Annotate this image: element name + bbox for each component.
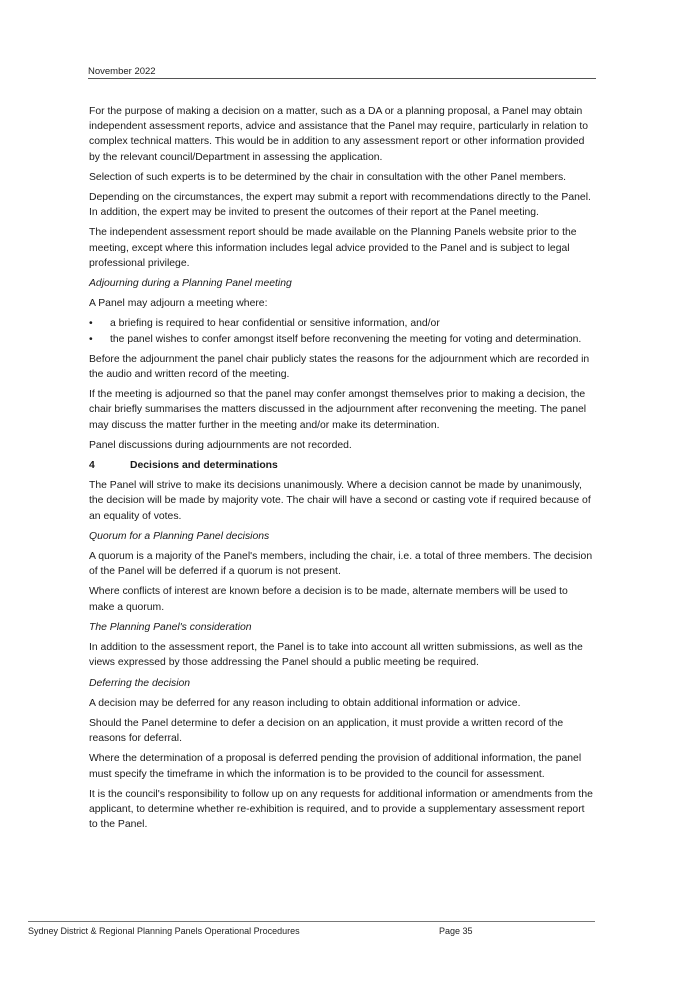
paragraph-expert-report: Depending on the circumstances, the expert may submit a report with recommendations directly to the Panel. In addition, the expert may be invited to present the outcomes of their report at the Panel meeting. [89,192,591,219]
list-item-text: the panel wishes to confer amongst itself before reconvening the meeting for voting and determination. [110,333,582,345]
section-number: 4 [89,460,95,472]
subheading-adjourning: Adjourning during a Planning Panel meeting [89,278,292,290]
bullet-icon: • [89,333,93,345]
header-divider [88,78,596,79]
paragraph-adjourn-reasons: Before the adjournment the panel chair publicly states the reasons for the adjournment which are recorded in the audio and written record of the meeting. [89,353,590,381]
section-heading-decisions [89,458,595,473]
paragraph-unanimous: The Panel will strive to make its decisions unanimously. Where a decision cannot be made by unanimously, the decision will be made by majority vote. The chair will have a second or casting vote if required because of an equality of votes. [89,480,591,522]
footer-page-number: Page 35 [439,926,473,936]
document-body [89,104,595,837]
section-title: Decisions and determinations [130,460,278,472]
paragraph-council-responsibility: It is the council's responsibility to follow up on any requests for additional information or amendments from the applicant, to determine whether re-exhibition is required, and to provide a supplementary assessment report to the Panel. [89,788,593,831]
subheading-consideration: The Planning Panel's consideration [89,621,252,633]
paragraph-defer-timeframe: Where the determination of a proposal is deferred pending the provision of additional information, the panel must specify the timeframe in which the information is to be provided to the council for assessment. [89,753,582,780]
paragraph-consideration: In addition to the assessment report, the Panel is to take into account all written submissions, as well as the views expressed by those addressing the Panel should a public meeting be required. [89,642,583,669]
paragraph-not-recorded: Panel discussions during adjournments are not recorded. [89,439,352,451]
paragraph-defer-record: Should the Panel determine to defer a decision on an application, it must provide a written record of the reasons for deferral. [89,717,564,745]
paragraph-defer-reason: A decision may be deferred for any reason including to obtain additional information or advice. [89,697,521,709]
footer-document-title: Sydney District & Regional Planning Panels Operational Procedures [28,926,300,936]
list-item [89,332,595,347]
paragraph-expert-selection: Selection of such experts is to be determined by the chair in consultation with the other Panel members. [89,171,567,183]
subheading-deferring: Deferring the decision [89,677,191,689]
paragraph-adjourn-intro: A Panel may adjourn a meeting where: [89,298,268,310]
list-item [89,316,595,331]
paragraph-report-availability: The independent assessment report should be made available on the Planning Panels website prior to the meeting, except where this information includes legal advice provided to the Panel and is subject to legal professional privilege. [89,227,577,269]
adjourn-reasons-list [89,316,595,346]
header-date: November 2022 [88,66,156,77]
paragraph-adjourn-confer: If the meeting is adjourned so that the panel may confer amongst themselves prior to making a decision, the chair briefly summarises the matters discussed in the adjournment after reconvening the meeting. The panel may discuss the matter further in the meeting and/or make its determination. [89,389,587,431]
list-item-text: a briefing is required to hear confidential or sensitive information, and/or [110,318,440,330]
paragraph-independent-reports: For the purpose of making a decision on a matter, such as a DA or a planning proposal, a Panel may obtain independent assessment reports, advice and assistance that the Panel may require, particularly in relation to complex technical matters. This would be in addition to any assessment report or other information provided by the relevant council/Department in assessing the application. [89,106,589,163]
footer-divider [28,921,595,922]
bullet-icon: • [89,318,93,330]
paragraph-alternate-members: Where conflicts of interest are known before a decision is to be made, alternate members will be used to make a quorum. [89,586,568,613]
paragraph-quorum: A quorum is a majority of the Panel's members, including the chair, i.e. a total of three members. The decision of the Panel will be deferred if a quorum is not present. [89,551,593,578]
subheading-quorum: Quorum for a Planning Panel decisions [89,530,270,542]
